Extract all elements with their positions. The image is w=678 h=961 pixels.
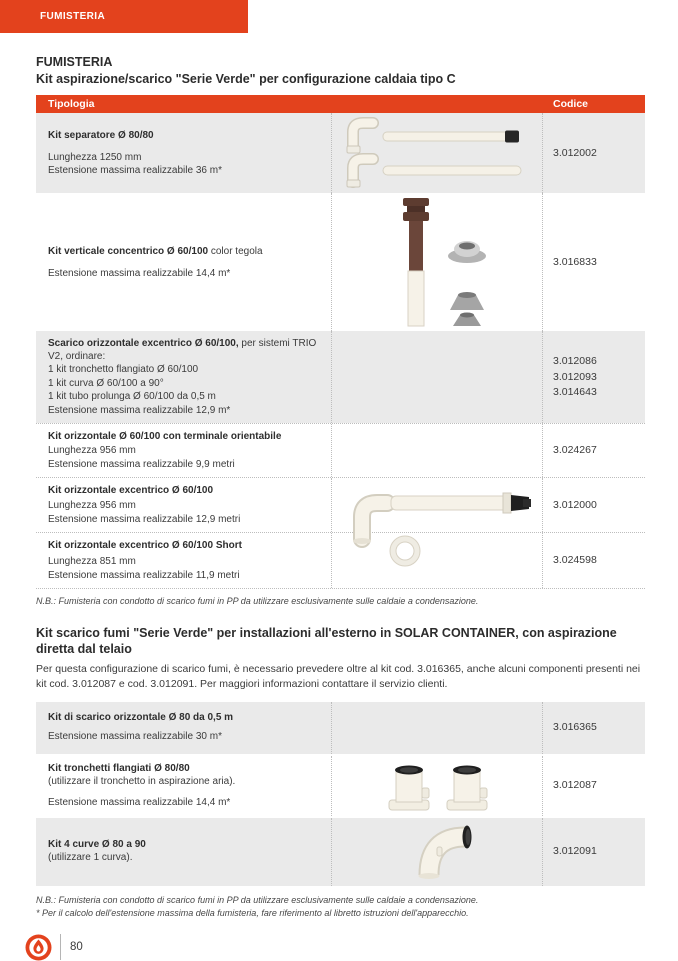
table-serie-verde-tipo-c <box>36 95 645 589</box>
product-title: Kit orizzontale excentrico Ø 60/100 Short <box>48 540 242 552</box>
product-line: Estensione massima realizzabile 12,9 m* <box>48 404 231 416</box>
product-image-empty <box>331 702 543 754</box>
product-image-empty <box>331 533 543 588</box>
product-title: Kit verticale concentrico Ø 60/100 color tegola <box>48 245 263 257</box>
product-description <box>36 424 331 477</box>
product-line: Lunghezza 956 mm <box>48 445 136 457</box>
product-subtitle: (utilizzare il tronchetto in aspirazione aria). <box>48 776 236 788</box>
product-line: Estensione massima realizzabile 14,4 m* <box>48 267 231 279</box>
top-banner <box>0 0 248 33</box>
product-line: Estensione massima realizzabile 14,4 m* <box>48 796 231 808</box>
page-content <box>36 55 645 961</box>
footnote-line: N.B.: Fumisteria con condotto di scarico fumi in PP da utilizzare esclusivamente sulle caldaie a condensazione. <box>36 894 479 905</box>
product-code: 3.012091 <box>553 845 597 858</box>
table-row <box>36 193 645 331</box>
product-line: Lunghezza 851 mm <box>48 556 136 568</box>
footnote-table1: N.B.: Fumisteria con condotto di scarico fumi in PP da utilizzare esclusivamente sulle caldaie a condensazione. <box>36 596 479 607</box>
footnote-table2 <box>36 894 645 921</box>
product-description <box>36 331 331 423</box>
product-title: Kit separatore Ø 80/80 <box>48 129 154 141</box>
section2-intro: Per questa configurazione di scarico fumi, è necessario prevedere oltre al kit cod. 3.016365, anche alcuni componenti presenti nei kit cod. 3.012087 e cod. 3.012091. Per maggiori informazioni contattare il servizio clienti. <box>36 663 641 690</box>
table-solar-container <box>36 702 645 886</box>
product-title: Kit di scarico orizzontale Ø 80 da 0,5 m <box>48 712 234 724</box>
product-image-empty <box>331 478 543 532</box>
product-description <box>36 756 331 816</box>
product-line: Estensione massima realizzabile 36 m* <box>48 165 222 177</box>
product-title: Kit orizzontale Ø 60/100 con terminale orientabile <box>48 431 282 443</box>
table-row <box>36 331 645 423</box>
product-line: 1 kit tubo prolunga Ø 60/100 da 0,5 m <box>48 391 216 403</box>
product-description <box>36 113 331 193</box>
product-line: Estensione massima realizzabile 11,9 metri <box>48 569 240 581</box>
section1-heading: FUMISTERIA <box>36 55 113 69</box>
product-title: Kit orizzontale excentrico Ø 60/100 <box>48 485 214 497</box>
product-subtitle: (utilizzare 1 curva). <box>48 852 133 864</box>
product-code: 3.012086 3.012093 3.014643 <box>553 355 597 398</box>
product-code: 3.024267 <box>553 444 597 457</box>
product-description <box>36 702 331 754</box>
page-footer <box>25 934 645 961</box>
product-image-kit-tronchetti <box>331 756 543 816</box>
table-row <box>36 756 645 816</box>
product-image-kit-curva <box>331 818 543 886</box>
product-title: Scarico orizzontale excentrico Ø 60/100, per sistemi TRIO V2, ordinare: <box>48 338 317 363</box>
product-description <box>36 478 331 532</box>
table-row <box>36 113 645 193</box>
table-row <box>36 423 645 477</box>
product-line: 1 kit curva Ø 60/100 a 90° <box>48 377 164 389</box>
product-description <box>36 818 331 886</box>
table-row <box>36 702 645 754</box>
table-row <box>36 818 645 886</box>
section1-subheading: Kit aspirazione/scarico "Serie Verde" per configurazione caldaia tipo C <box>36 71 456 86</box>
product-code: 3.016365 <box>553 721 597 734</box>
product-code: 3.012000 <box>553 498 597 511</box>
top-banner-label: FUMISTERIA <box>40 11 106 22</box>
product-title: Kit tronchetti flangiati Ø 80/80 <box>48 763 190 775</box>
product-code: 3.012087 <box>553 779 597 792</box>
product-code: 3.016833 <box>553 255 597 268</box>
product-description <box>36 193 331 331</box>
product-code: 3.012002 <box>553 146 597 159</box>
footnote-line: * Per il calcolo dell'estensione massima della fumisteria, fare riferimento al libretto istruzioni dell'apparecchio. <box>36 908 469 919</box>
table-header <box>36 95 645 113</box>
brand-flame-logo-icon <box>25 934 52 961</box>
product-line: Estensione massima realizzabile 30 m* <box>48 731 222 743</box>
column-header-tipologia: Tipologia <box>48 98 95 111</box>
product-image-kit-separatore <box>331 113 543 193</box>
product-line: Lunghezza 956 mm <box>48 500 136 512</box>
product-line: Estensione massima realizzabile 9,9 metri <box>48 458 235 470</box>
section2-heading: Kit scarico fumi "Serie Verde" per installazioni all'esterno in SOLAR CONTAINER, con aspirazione diretta dal telaio <box>36 625 617 656</box>
footer-divider <box>60 934 61 960</box>
column-header-codice: Codice <box>553 98 589 111</box>
page-number: 80 <box>70 941 83 954</box>
product-line: Estensione massima realizzabile 12,9 metri <box>48 513 241 525</box>
product-code: 3.024598 <box>553 554 597 567</box>
product-title: Kit 4 curve Ø 80 a 90 <box>48 839 146 851</box>
product-image-empty <box>331 424 543 477</box>
table-row <box>36 532 645 589</box>
product-description <box>36 533 331 588</box>
product-line: 1 kit tronchetto flangiato Ø 60/100 <box>48 364 199 376</box>
product-image-kit-verticale <box>331 193 543 331</box>
product-image-empty <box>331 331 543 423</box>
table-row <box>36 477 645 532</box>
product-line: Lunghezza 1250 mm <box>48 151 142 163</box>
